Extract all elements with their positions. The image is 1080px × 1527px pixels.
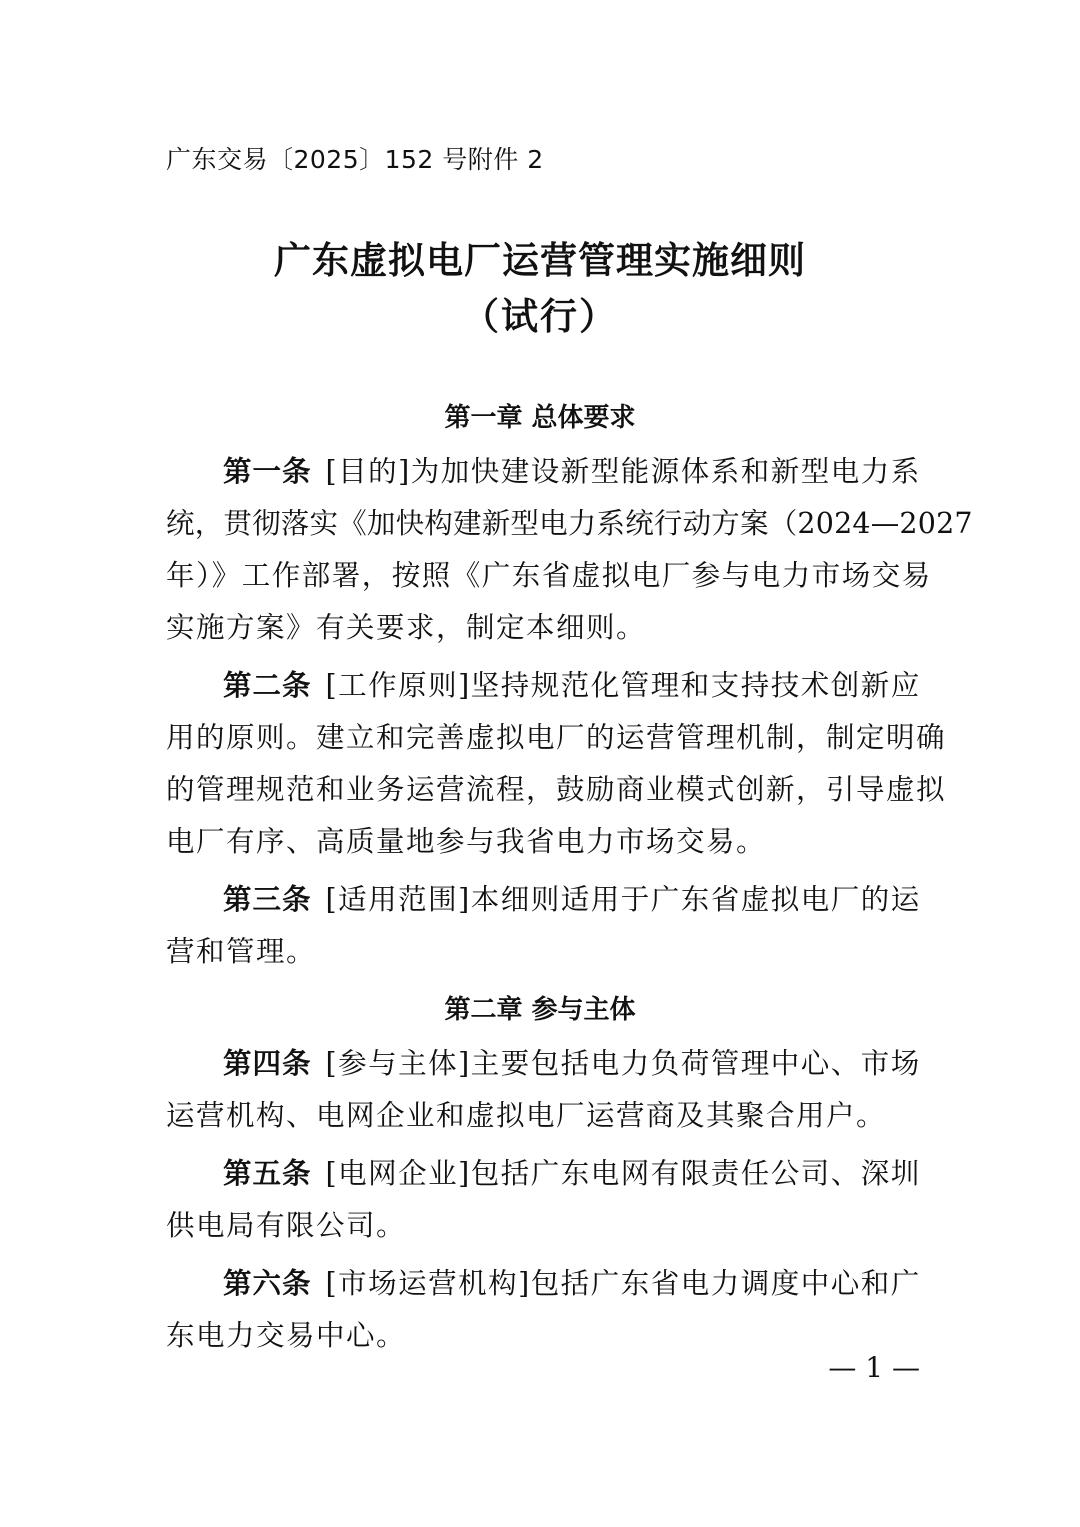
article-line <box>166 660 921 712</box>
article-text: [参与主体]主要包括电力负荷管理中心、市场 <box>325 1047 921 1080</box>
article-line <box>166 1148 921 1200</box>
article-4 <box>166 1038 921 1142</box>
article-3 <box>166 874 921 978</box>
document-title <box>0 232 1080 344</box>
article-line: 营和管理。 <box>166 935 317 968</box>
article-text: [电网企业]包括广东电网有限责任公司、深圳 <box>325 1157 921 1190</box>
article-label: 第二条 <box>223 669 312 702</box>
article-line <box>166 874 921 926</box>
article-line <box>166 446 921 498</box>
article-label: 第三条 <box>223 883 312 916</box>
article-line: 东电力交易中心。 <box>166 1319 407 1352</box>
article-text: [适用范围]本细则适用于广东省虚拟电厂的运 <box>325 883 921 916</box>
article-line <box>166 1258 921 1310</box>
page-number: — 1 — <box>828 1351 920 1384</box>
article-label: 第一条 <box>223 455 312 488</box>
article-line: 统，贯彻落实《加快构建新型电力系统行动方案（2024—2027 <box>166 507 973 540</box>
article-line: 用的原则。建立和完善虚拟电厂的运营管理机制，制定明确 <box>166 721 947 754</box>
article-label: 第四条 <box>223 1047 312 1080</box>
article-line: 实施方案》有关要求，制定本细则。 <box>166 611 647 644</box>
article-5 <box>166 1148 921 1252</box>
article-text: [市场运营机构]包括广东省电力调度中心和广 <box>325 1267 921 1300</box>
article-line: 年）》工作部署，按照《广东省虚拟电厂参与电力市场交易 <box>166 559 932 592</box>
chapter-heading: 第一章 总体要求 <box>444 403 636 433</box>
title-subtitle: （试行） <box>462 294 618 338</box>
document-body <box>166 392 973 1368</box>
article-1 <box>166 446 973 654</box>
article-text: [工作原则]坚持规范化管理和支持技术创新应 <box>325 669 921 702</box>
article-label: 第五条 <box>223 1157 312 1190</box>
article-line: 电厂有序、高质量地参与我省电力市场交易。 <box>166 825 767 858</box>
title-main: 广东虚拟电厂运营管理实施细则 <box>274 238 806 282</box>
article-2 <box>166 660 947 868</box>
article-label: 第六条 <box>223 1267 312 1300</box>
article-text: [目的]为加快建设新型能源体系和新型电力系 <box>325 455 921 488</box>
article-6 <box>166 1258 921 1362</box>
article-line <box>166 1038 921 1090</box>
document-number: 广东交易〔2025〕152 号附件 2 <box>166 145 544 174</box>
chapter-heading: 第二章 参与主体 <box>444 995 636 1025</box>
article-line: 供电局有限公司。 <box>166 1209 407 1242</box>
article-line: 运营机构、电网企业和虚拟电厂运营商及其聚合用户。 <box>166 1099 887 1132</box>
article-line: 的管理规范和业务运营流程，鼓励商业模式创新，引导虚拟 <box>166 773 947 806</box>
